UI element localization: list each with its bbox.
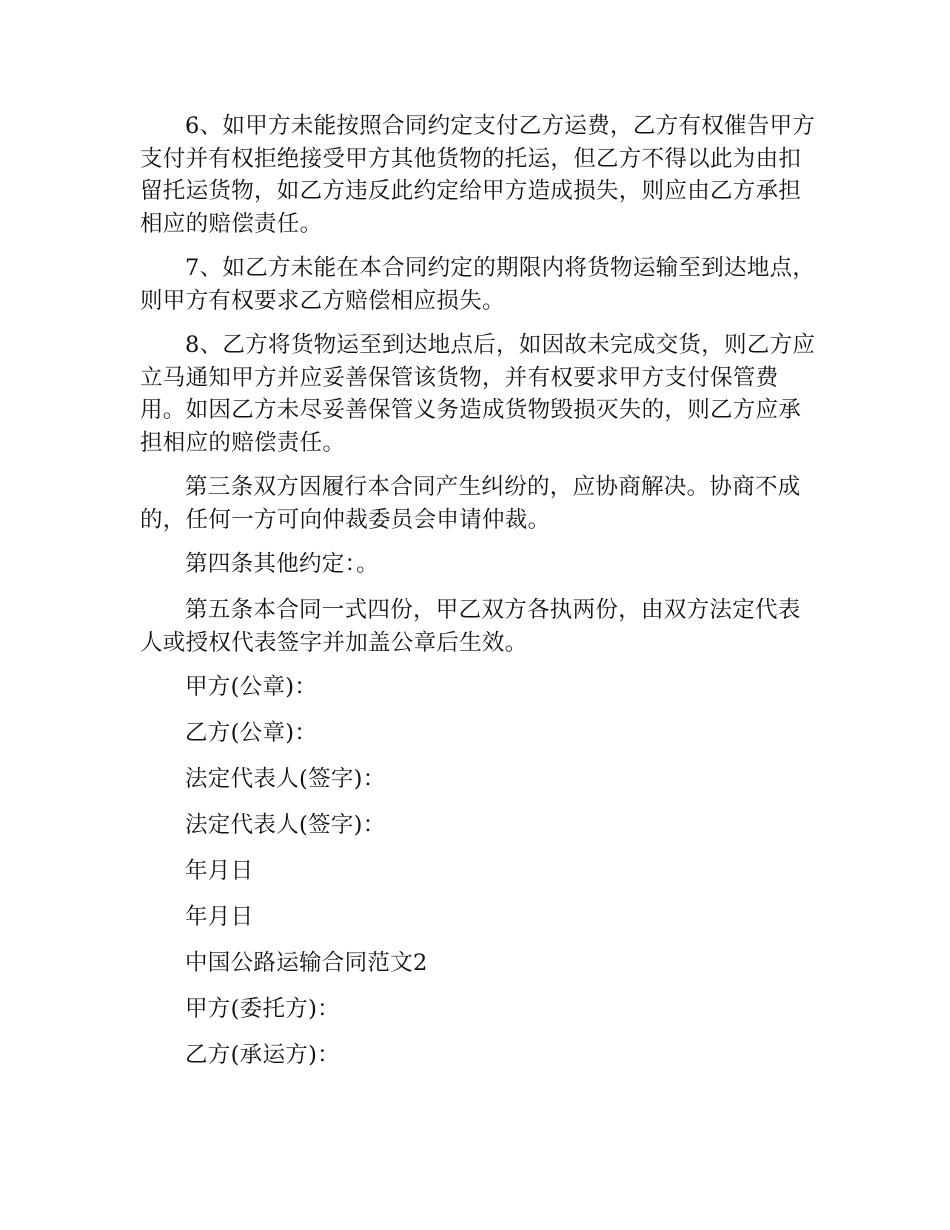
article-5-paragraph: 第五条本合同一式四份，甲乙双方各执两份，由双方法定代表人或授权代表签字并加盖公章后生效。: [140, 597, 801, 656]
party-b-seal-line: 乙方(公章)：: [185, 720, 318, 746]
document-page: [140, 110, 820, 1085]
party-a-seal-line: 甲方(公章)：: [185, 674, 318, 700]
article-4-paragraph: 第四条其他约定：。: [185, 551, 379, 577]
article-3-paragraph: 第三条双方因履行本合同产生纠纷的，应协商解决。协商不成的，任何一方可向仲裁委员会申请仲裁。: [140, 474, 801, 533]
party-a-consignor-line: 甲方(委托方)：: [185, 996, 340, 1022]
legal-rep-a-signature-line: 法定代表人(签字)：: [185, 766, 386, 792]
clause-8-paragraph: 8、乙方将货物运至到达地点后，如因故未完成交货，则乙方应立马通知甲方并应妥善保管该货物，并有权要求甲方支付保管费用。如因乙方未尽妥善保管义务造成货物毁损灭失的，则乙方应承担相应的赔偿责任。: [140, 332, 816, 456]
legal-rep-b-signature-line: 法定代表人(签字)：: [185, 812, 386, 838]
sample-contract-2-title: 中国公路运输合同范文2: [185, 950, 428, 976]
clause-7-paragraph: 7、如乙方未能在本合同约定的期限内将货物运输至到达地点，则甲方有权要求乙方赔偿相应损失。: [140, 255, 816, 314]
date-line-b: 年月日: [185, 904, 254, 930]
party-b-carrier-line: 乙方(承运方)：: [185, 1042, 340, 1068]
clause-6-paragraph: 6、如甲方未能按照合同约定支付乙方运费，乙方有权催告甲方支付并有权拒绝接受甲方其他货物的托运，但乙方不得以此为由扣留托运货物，如乙方违反此约定给甲方造成损失，则应由乙方承担相应的赔偿责任。: [140, 113, 816, 237]
date-line-a: 年月日: [185, 858, 254, 884]
